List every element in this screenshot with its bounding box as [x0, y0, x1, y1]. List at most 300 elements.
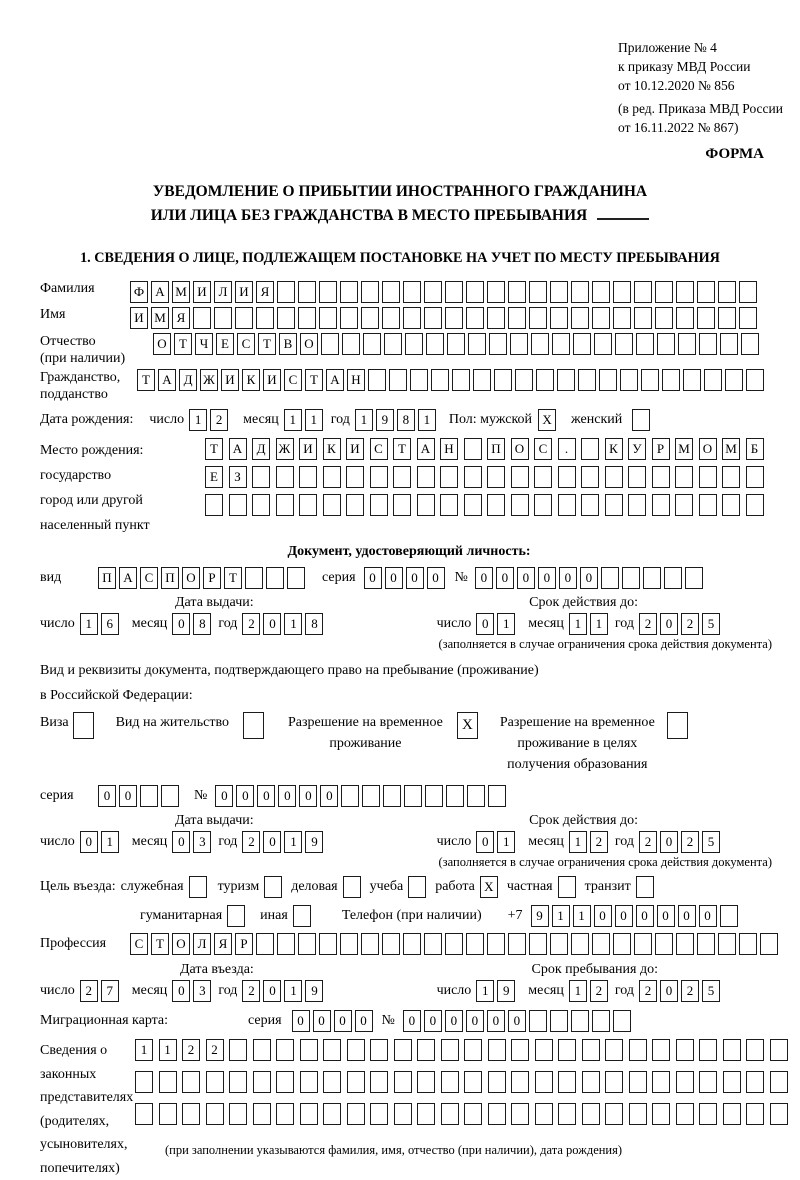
- char-cell[interactable]: П: [161, 567, 179, 589]
- char-cell[interactable]: [368, 369, 386, 391]
- char-cell[interactable]: [253, 1103, 271, 1125]
- char-cell[interactable]: [534, 494, 552, 516]
- char-cell[interactable]: [159, 1071, 177, 1093]
- char-cell[interactable]: [657, 333, 675, 355]
- char-cell[interactable]: [739, 281, 757, 303]
- char-cell[interactable]: [582, 1103, 600, 1125]
- char-cell[interactable]: [697, 307, 715, 329]
- char-cell[interactable]: [558, 1071, 576, 1093]
- char-cell[interactable]: [511, 494, 529, 516]
- char-cell[interactable]: [159, 1103, 177, 1125]
- char-cell[interactable]: [347, 1071, 365, 1093]
- char-cell[interactable]: [323, 1103, 341, 1125]
- char-cell[interactable]: [725, 369, 743, 391]
- visa-checkbox[interactable]: [73, 712, 94, 739]
- char-cell[interactable]: [161, 785, 179, 807]
- char-cell[interactable]: [370, 1103, 388, 1125]
- char-cell[interactable]: [343, 876, 361, 898]
- char-cell[interactable]: П: [98, 567, 116, 589]
- char-cell[interactable]: [264, 876, 282, 898]
- char-cell[interactable]: Р: [203, 567, 221, 589]
- char-cell[interactable]: [276, 1071, 294, 1093]
- char-cell[interactable]: [487, 494, 505, 516]
- char-cell[interactable]: [277, 307, 295, 329]
- char-cell[interactable]: 0: [508, 1010, 526, 1032]
- char-cell[interactable]: Д: [179, 369, 197, 391]
- char-cell[interactable]: [581, 494, 599, 516]
- char-cell[interactable]: 0: [476, 831, 494, 853]
- patronymic-cells[interactable]: [153, 333, 762, 355]
- representatives-row2[interactable]: [135, 1071, 793, 1093]
- char-cell[interactable]: И: [299, 438, 317, 460]
- char-cell[interactable]: [468, 333, 486, 355]
- char-cell[interactable]: Я: [214, 933, 232, 955]
- char-cell[interactable]: [655, 307, 673, 329]
- char-cell[interactable]: Р: [652, 438, 670, 460]
- residence-issue-day-cells[interactable]: [80, 831, 122, 853]
- char-cell[interactable]: [592, 1010, 610, 1032]
- char-cell[interactable]: 8: [193, 613, 211, 635]
- char-cell[interactable]: [662, 369, 680, 391]
- purpose-official-checkbox[interactable]: [189, 876, 210, 898]
- char-cell[interactable]: [722, 494, 740, 516]
- char-cell[interactable]: [605, 466, 623, 488]
- birth-place-row3[interactable]: [205, 494, 769, 516]
- char-cell[interactable]: [557, 369, 575, 391]
- char-cell[interactable]: [488, 785, 506, 807]
- char-cell[interactable]: [652, 1103, 670, 1125]
- char-cell[interactable]: [739, 307, 757, 329]
- entry-month-cells[interactable]: [172, 980, 214, 1002]
- char-cell[interactable]: З: [229, 466, 247, 488]
- char-cell[interactable]: [464, 438, 482, 460]
- char-cell[interactable]: [253, 1039, 271, 1061]
- char-cell[interactable]: [558, 876, 576, 898]
- char-cell[interactable]: [511, 1103, 529, 1125]
- char-cell[interactable]: 0: [80, 831, 98, 853]
- char-cell[interactable]: [299, 494, 317, 516]
- char-cell[interactable]: [417, 466, 435, 488]
- char-cell[interactable]: [362, 785, 380, 807]
- char-cell[interactable]: Т: [137, 369, 155, 391]
- char-cell[interactable]: У: [628, 438, 646, 460]
- char-cell[interactable]: [276, 494, 294, 516]
- char-cell[interactable]: 8: [305, 613, 323, 635]
- char-cell[interactable]: М: [722, 438, 740, 460]
- char-cell[interactable]: [404, 785, 422, 807]
- char-cell[interactable]: 0: [320, 785, 338, 807]
- char-cell[interactable]: О: [699, 438, 717, 460]
- char-cell[interactable]: [235, 307, 253, 329]
- char-cell[interactable]: [613, 281, 631, 303]
- char-cell[interactable]: 0: [364, 567, 382, 589]
- char-cell[interactable]: 0: [403, 1010, 421, 1032]
- char-cell[interactable]: 0: [215, 785, 233, 807]
- char-cell[interactable]: [676, 1071, 694, 1093]
- char-cell[interactable]: [592, 307, 610, 329]
- char-cell[interactable]: [464, 1039, 482, 1061]
- char-cell[interactable]: [466, 933, 484, 955]
- valid-year-cells[interactable]: [639, 613, 723, 635]
- char-cell[interactable]: X: [457, 712, 478, 739]
- char-cell[interactable]: [652, 1039, 670, 1061]
- char-cell[interactable]: С: [284, 369, 302, 391]
- char-cell[interactable]: 0: [313, 1010, 331, 1032]
- char-cell[interactable]: [389, 369, 407, 391]
- char-cell[interactable]: И: [235, 281, 253, 303]
- char-cell[interactable]: [571, 1010, 589, 1032]
- char-cell[interactable]: [746, 1071, 764, 1093]
- char-cell[interactable]: [508, 307, 526, 329]
- char-cell[interactable]: [440, 466, 458, 488]
- char-cell[interactable]: [511, 466, 529, 488]
- char-cell[interactable]: 1: [569, 831, 587, 853]
- char-cell[interactable]: 8: [397, 409, 415, 431]
- migration-number-cells[interactable]: [403, 1010, 634, 1032]
- char-cell[interactable]: [206, 1103, 224, 1125]
- residence-valid-day-cells[interactable]: [476, 831, 518, 853]
- char-cell[interactable]: [636, 876, 654, 898]
- char-cell[interactable]: [403, 307, 421, 329]
- char-cell[interactable]: [746, 1039, 764, 1061]
- char-cell[interactable]: [746, 1103, 764, 1125]
- issue-month-cells[interactable]: [172, 613, 214, 635]
- char-cell[interactable]: [629, 1071, 647, 1093]
- char-cell[interactable]: [676, 307, 694, 329]
- char-cell[interactable]: [534, 466, 552, 488]
- char-cell[interactable]: [229, 1103, 247, 1125]
- char-cell[interactable]: [599, 369, 617, 391]
- char-cell[interactable]: [300, 1103, 318, 1125]
- char-cell[interactable]: К: [605, 438, 623, 460]
- char-cell[interactable]: [384, 333, 402, 355]
- purpose-transit-checkbox[interactable]: [636, 876, 657, 898]
- given-name-cells[interactable]: [130, 307, 760, 329]
- char-cell[interactable]: [628, 494, 646, 516]
- residence-issue-month-cells[interactable]: [172, 831, 214, 853]
- char-cell[interactable]: [408, 876, 426, 898]
- char-cell[interactable]: 2: [242, 980, 260, 1002]
- char-cell[interactable]: Л: [214, 281, 232, 303]
- char-cell[interactable]: [704, 369, 722, 391]
- char-cell[interactable]: [464, 494, 482, 516]
- char-cell[interactable]: [613, 1010, 631, 1032]
- char-cell[interactable]: [340, 307, 358, 329]
- char-cell[interactable]: К: [242, 369, 260, 391]
- char-cell[interactable]: [276, 1039, 294, 1061]
- char-cell[interactable]: [510, 333, 528, 355]
- char-cell[interactable]: [298, 281, 316, 303]
- char-cell[interactable]: [383, 785, 401, 807]
- char-cell[interactable]: 0: [660, 831, 678, 853]
- char-cell[interactable]: [605, 494, 623, 516]
- char-cell[interactable]: [417, 1103, 435, 1125]
- char-cell[interactable]: [634, 281, 652, 303]
- char-cell[interactable]: [393, 466, 411, 488]
- char-cell[interactable]: [73, 712, 94, 739]
- char-cell[interactable]: [613, 307, 631, 329]
- char-cell[interactable]: [193, 307, 211, 329]
- char-cell[interactable]: [266, 567, 284, 589]
- char-cell[interactable]: [182, 1071, 200, 1093]
- char-cell[interactable]: [634, 933, 652, 955]
- char-cell[interactable]: [441, 1039, 459, 1061]
- char-cell[interactable]: Е: [205, 466, 223, 488]
- char-cell[interactable]: [431, 369, 449, 391]
- char-cell[interactable]: [529, 307, 547, 329]
- char-cell[interactable]: [699, 494, 717, 516]
- char-cell[interactable]: [466, 307, 484, 329]
- char-cell[interactable]: 0: [172, 831, 190, 853]
- char-cell[interactable]: Т: [174, 333, 192, 355]
- char-cell[interactable]: 0: [660, 980, 678, 1002]
- char-cell[interactable]: [370, 1039, 388, 1061]
- char-cell[interactable]: [594, 333, 612, 355]
- char-cell[interactable]: Т: [224, 567, 242, 589]
- char-cell[interactable]: 0: [476, 613, 494, 635]
- char-cell[interactable]: [417, 1071, 435, 1093]
- char-cell[interactable]: 0: [172, 980, 190, 1002]
- char-cell[interactable]: С: [140, 567, 158, 589]
- residence-valid-month-cells[interactable]: [569, 831, 611, 853]
- char-cell[interactable]: [508, 933, 526, 955]
- char-cell[interactable]: [340, 933, 358, 955]
- char-cell[interactable]: [723, 1039, 741, 1061]
- char-cell[interactable]: С: [370, 438, 388, 460]
- char-cell[interactable]: Т: [151, 933, 169, 955]
- char-cell[interactable]: [581, 438, 599, 460]
- char-cell[interactable]: [441, 1103, 459, 1125]
- char-cell[interactable]: 1: [476, 980, 494, 1002]
- char-cell[interactable]: [558, 466, 576, 488]
- char-cell[interactable]: 6: [101, 613, 119, 635]
- char-cell[interactable]: [699, 333, 717, 355]
- char-cell[interactable]: [718, 281, 736, 303]
- char-cell[interactable]: М: [151, 307, 169, 329]
- char-cell[interactable]: 0: [699, 905, 717, 927]
- char-cell[interactable]: [300, 1039, 318, 1061]
- char-cell[interactable]: 1: [355, 409, 373, 431]
- char-cell[interactable]: 0: [427, 567, 445, 589]
- char-cell[interactable]: 0: [263, 831, 281, 853]
- char-cell[interactable]: [746, 466, 764, 488]
- char-cell[interactable]: [511, 1039, 529, 1061]
- char-cell[interactable]: [746, 494, 764, 516]
- char-cell[interactable]: Т: [393, 438, 411, 460]
- char-cell[interactable]: [655, 933, 673, 955]
- char-cell[interactable]: [488, 1103, 506, 1125]
- char-cell[interactable]: [243, 712, 264, 739]
- issue-year-cells[interactable]: [242, 613, 326, 635]
- char-cell[interactable]: 1: [284, 409, 302, 431]
- char-cell[interactable]: О: [300, 333, 318, 355]
- char-cell[interactable]: [346, 466, 364, 488]
- char-cell[interactable]: [473, 369, 491, 391]
- char-cell[interactable]: [140, 785, 158, 807]
- char-cell[interactable]: М: [675, 438, 693, 460]
- char-cell[interactable]: [206, 1071, 224, 1093]
- char-cell[interactable]: [319, 933, 337, 955]
- char-cell[interactable]: [182, 1103, 200, 1125]
- char-cell[interactable]: [739, 933, 757, 955]
- purpose-study-checkbox[interactable]: [408, 876, 429, 898]
- char-cell[interactable]: [440, 494, 458, 516]
- char-cell[interactable]: 9: [305, 831, 323, 853]
- char-cell[interactable]: [770, 1103, 788, 1125]
- char-cell[interactable]: [417, 1039, 435, 1061]
- char-cell[interactable]: С: [237, 333, 255, 355]
- char-cell[interactable]: [487, 281, 505, 303]
- char-cell[interactable]: [746, 369, 764, 391]
- char-cell[interactable]: Т: [205, 438, 223, 460]
- char-cell[interactable]: [620, 369, 638, 391]
- char-cell[interactable]: 0: [487, 1010, 505, 1032]
- char-cell[interactable]: [276, 1103, 294, 1125]
- char-cell[interactable]: [424, 281, 442, 303]
- char-cell[interactable]: 1: [80, 613, 98, 635]
- char-cell[interactable]: [424, 307, 442, 329]
- char-cell[interactable]: [683, 369, 701, 391]
- char-cell[interactable]: [361, 933, 379, 955]
- char-cell[interactable]: С: [130, 933, 148, 955]
- char-cell[interactable]: О: [153, 333, 171, 355]
- char-cell[interactable]: [723, 1071, 741, 1093]
- doc-number-cells[interactable]: [475, 567, 706, 589]
- char-cell[interactable]: Б: [746, 438, 764, 460]
- char-cell[interactable]: [592, 281, 610, 303]
- char-cell[interactable]: [394, 1071, 412, 1093]
- char-cell[interactable]: [287, 567, 305, 589]
- char-cell[interactable]: 0: [263, 613, 281, 635]
- char-cell[interactable]: [676, 933, 694, 955]
- char-cell[interactable]: [770, 1071, 788, 1093]
- char-cell[interactable]: Л: [193, 933, 211, 955]
- char-cell[interactable]: [723, 1103, 741, 1125]
- char-cell[interactable]: [718, 933, 736, 955]
- char-cell[interactable]: [676, 281, 694, 303]
- char-cell[interactable]: [277, 933, 295, 955]
- char-cell[interactable]: [550, 307, 568, 329]
- issue-day-cells[interactable]: [80, 613, 122, 635]
- char-cell[interactable]: [573, 333, 591, 355]
- char-cell[interactable]: [605, 1103, 623, 1125]
- char-cell[interactable]: [417, 494, 435, 516]
- char-cell[interactable]: И: [263, 369, 281, 391]
- char-cell[interactable]: [410, 369, 428, 391]
- char-cell[interactable]: [340, 281, 358, 303]
- char-cell[interactable]: [299, 466, 317, 488]
- birth-month-cells[interactable]: [284, 409, 326, 431]
- char-cell[interactable]: [655, 281, 673, 303]
- char-cell[interactable]: А: [151, 281, 169, 303]
- birth-year-cells[interactable]: [355, 409, 439, 431]
- char-cell[interactable]: 0: [657, 905, 675, 927]
- char-cell[interactable]: [347, 1039, 365, 1061]
- char-cell[interactable]: 9: [497, 980, 515, 1002]
- char-cell[interactable]: [229, 1039, 247, 1061]
- char-cell[interactable]: [394, 1039, 412, 1061]
- char-cell[interactable]: [323, 1039, 341, 1061]
- char-cell[interactable]: [370, 494, 388, 516]
- char-cell[interactable]: [652, 1071, 670, 1093]
- char-cell[interactable]: 1: [284, 980, 302, 1002]
- char-cell[interactable]: [582, 1071, 600, 1093]
- char-cell[interactable]: [425, 785, 443, 807]
- char-cell[interactable]: 0: [559, 567, 577, 589]
- char-cell[interactable]: Я: [256, 281, 274, 303]
- char-cell[interactable]: [699, 1039, 717, 1061]
- entry-day-cells[interactable]: [80, 980, 122, 1002]
- char-cell[interactable]: 0: [263, 980, 281, 1002]
- char-cell[interactable]: [382, 933, 400, 955]
- char-cell[interactable]: [341, 785, 359, 807]
- char-cell[interactable]: И: [193, 281, 211, 303]
- residence-permit-checkbox[interactable]: [243, 712, 264, 739]
- char-cell[interactable]: [550, 1010, 568, 1032]
- char-cell[interactable]: X: [480, 876, 498, 898]
- char-cell[interactable]: [558, 1039, 576, 1061]
- char-cell[interactable]: 0: [236, 785, 254, 807]
- char-cell[interactable]: [664, 567, 682, 589]
- char-cell[interactable]: 2: [639, 980, 657, 1002]
- char-cell[interactable]: 0: [385, 567, 403, 589]
- char-cell[interactable]: О: [182, 567, 200, 589]
- char-cell[interactable]: Я: [172, 307, 190, 329]
- char-cell[interactable]: [277, 281, 295, 303]
- char-cell[interactable]: 0: [299, 785, 317, 807]
- char-cell[interactable]: [615, 333, 633, 355]
- char-cell[interactable]: Ж: [200, 369, 218, 391]
- citizenship-cells[interactable]: [137, 369, 767, 391]
- char-cell[interactable]: [464, 1071, 482, 1093]
- char-cell[interactable]: 2: [206, 1039, 224, 1061]
- char-cell[interactable]: [447, 333, 465, 355]
- char-cell[interactable]: [770, 1039, 788, 1061]
- char-cell[interactable]: 1: [590, 613, 608, 635]
- char-cell[interactable]: А: [119, 567, 137, 589]
- char-cell[interactable]: 9: [376, 409, 394, 431]
- char-cell[interactable]: И: [346, 438, 364, 460]
- char-cell[interactable]: Р: [235, 933, 253, 955]
- char-cell[interactable]: 0: [119, 785, 137, 807]
- char-cell[interactable]: [622, 567, 640, 589]
- char-cell[interactable]: 3: [193, 831, 211, 853]
- char-cell[interactable]: [464, 1103, 482, 1125]
- char-cell[interactable]: 0: [292, 1010, 310, 1032]
- char-cell[interactable]: К: [323, 438, 341, 460]
- char-cell[interactable]: [393, 494, 411, 516]
- purpose-private-checkbox[interactable]: [558, 876, 579, 898]
- char-cell[interactable]: [403, 281, 421, 303]
- char-cell[interactable]: 0: [257, 785, 275, 807]
- char-cell[interactable]: [245, 567, 263, 589]
- char-cell[interactable]: О: [511, 438, 529, 460]
- char-cell[interactable]: [189, 876, 207, 898]
- char-cell[interactable]: Ж: [276, 438, 294, 460]
- representatives-row3[interactable]: [135, 1103, 793, 1125]
- birth-place-row1[interactable]: [205, 438, 769, 460]
- entry-year-cells[interactable]: [242, 980, 326, 1002]
- char-cell[interactable]: [445, 281, 463, 303]
- char-cell[interactable]: А: [417, 438, 435, 460]
- stay-year-cells[interactable]: [639, 980, 723, 1002]
- char-cell[interactable]: 1: [573, 905, 591, 927]
- char-cell[interactable]: [629, 1039, 647, 1061]
- char-cell[interactable]: 0: [660, 613, 678, 635]
- char-cell[interactable]: [529, 1010, 547, 1032]
- char-cell[interactable]: 0: [466, 1010, 484, 1032]
- valid-month-cells[interactable]: [569, 613, 611, 635]
